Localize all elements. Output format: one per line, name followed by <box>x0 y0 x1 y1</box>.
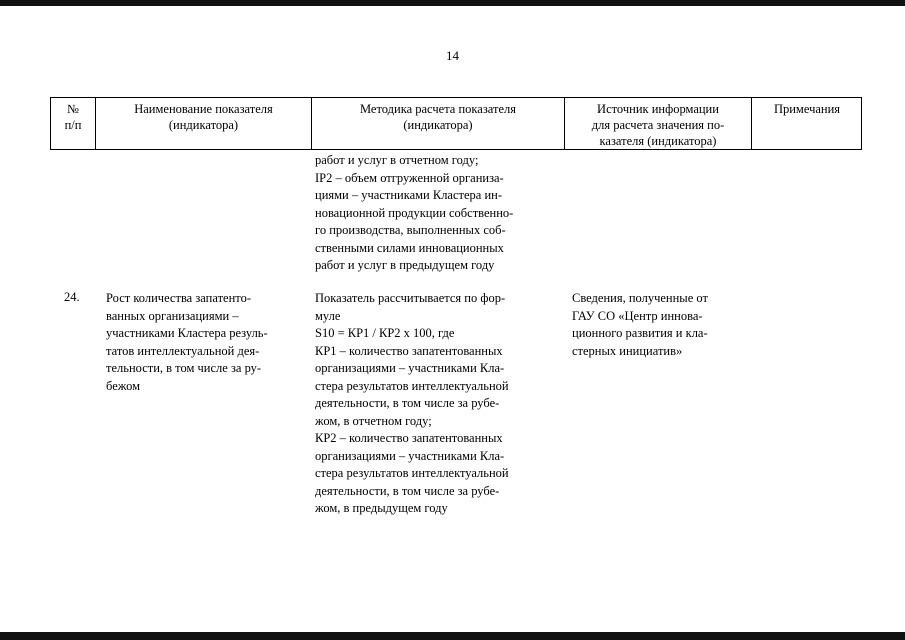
information-source <box>572 290 752 360</box>
text-line: муле <box>315 308 341 323</box>
text-line: организациями – участниками Кла- <box>315 361 505 375</box>
text-line: ционного развития и кла- <box>572 326 708 340</box>
text-line: КР1 – количество запатентованных <box>315 343 503 358</box>
row-number: 24. <box>64 290 80 304</box>
text-line: ГАУ СО «Центр иннова- <box>572 308 703 323</box>
text-line: участниками Кластера резуль- <box>106 326 268 340</box>
text-line: Рост количества запатенто- <box>106 291 252 305</box>
calculation-method <box>315 290 560 518</box>
scan-top-edge <box>0 0 905 6</box>
text-line: жом, в отчетном году; <box>315 413 432 428</box>
text-line: Сведения, полученные от <box>572 291 708 305</box>
page-number: 14 <box>446 48 459 63</box>
text-line: ственными силами инновационных <box>315 240 504 255</box>
formula: S10 = КР1 / КР2 х 100, где <box>315 326 455 340</box>
text-line: тельности, в том числе за ру- <box>106 361 262 375</box>
text-line: ванных организациями – <box>106 308 239 323</box>
text-line: го производства, выполненных соб- <box>315 223 506 237</box>
text-line: организациями – участниками Кла- <box>315 448 505 463</box>
table-header <box>50 97 862 150</box>
header-number: № п/п <box>64 102 82 132</box>
text-line: стера результатов интеллектуальной <box>315 378 509 393</box>
text-line: деятельности, в том числе за рубе- <box>315 396 500 410</box>
text-line: стера результатов интеллектуальной <box>315 466 509 480</box>
text-line: татов интеллектуальной дея- <box>106 343 260 358</box>
header-indicator-name: Наименование показателя (индикатора) <box>134 102 273 132</box>
text-line: жом, в предыдущем году <box>315 501 448 515</box>
text-line: стерных инициатив» <box>572 343 683 358</box>
text-line: работ и услуг в предыдущем году <box>315 258 495 272</box>
indicator-name <box>106 290 306 395</box>
header-calculation-method: Методика расчета показателя (индикатора) <box>359 102 517 132</box>
continuation-method-text <box>315 152 560 275</box>
text-line: новационной продукции собственно- <box>315 205 514 220</box>
scan-bottom-edge <box>0 632 905 640</box>
header-notes: Примечания <box>773 102 841 116</box>
text-line: IP2 – объем отгруженной организа- <box>315 170 504 185</box>
text-line: Показатель рассчитывается по фор- <box>315 291 506 305</box>
header-information-source: Источник информации для расчета значения по- казателя (индикатора) <box>591 102 725 148</box>
text-line: деятельности, в том числе за рубе- <box>315 483 500 498</box>
text-line: бежом <box>106 378 140 393</box>
text-line: работ и услуг в отчетном году; <box>315 153 479 167</box>
text-line: КР2 – количество запатентованных <box>315 431 503 445</box>
text-line: циями – участниками Кластера ин- <box>315 188 503 202</box>
